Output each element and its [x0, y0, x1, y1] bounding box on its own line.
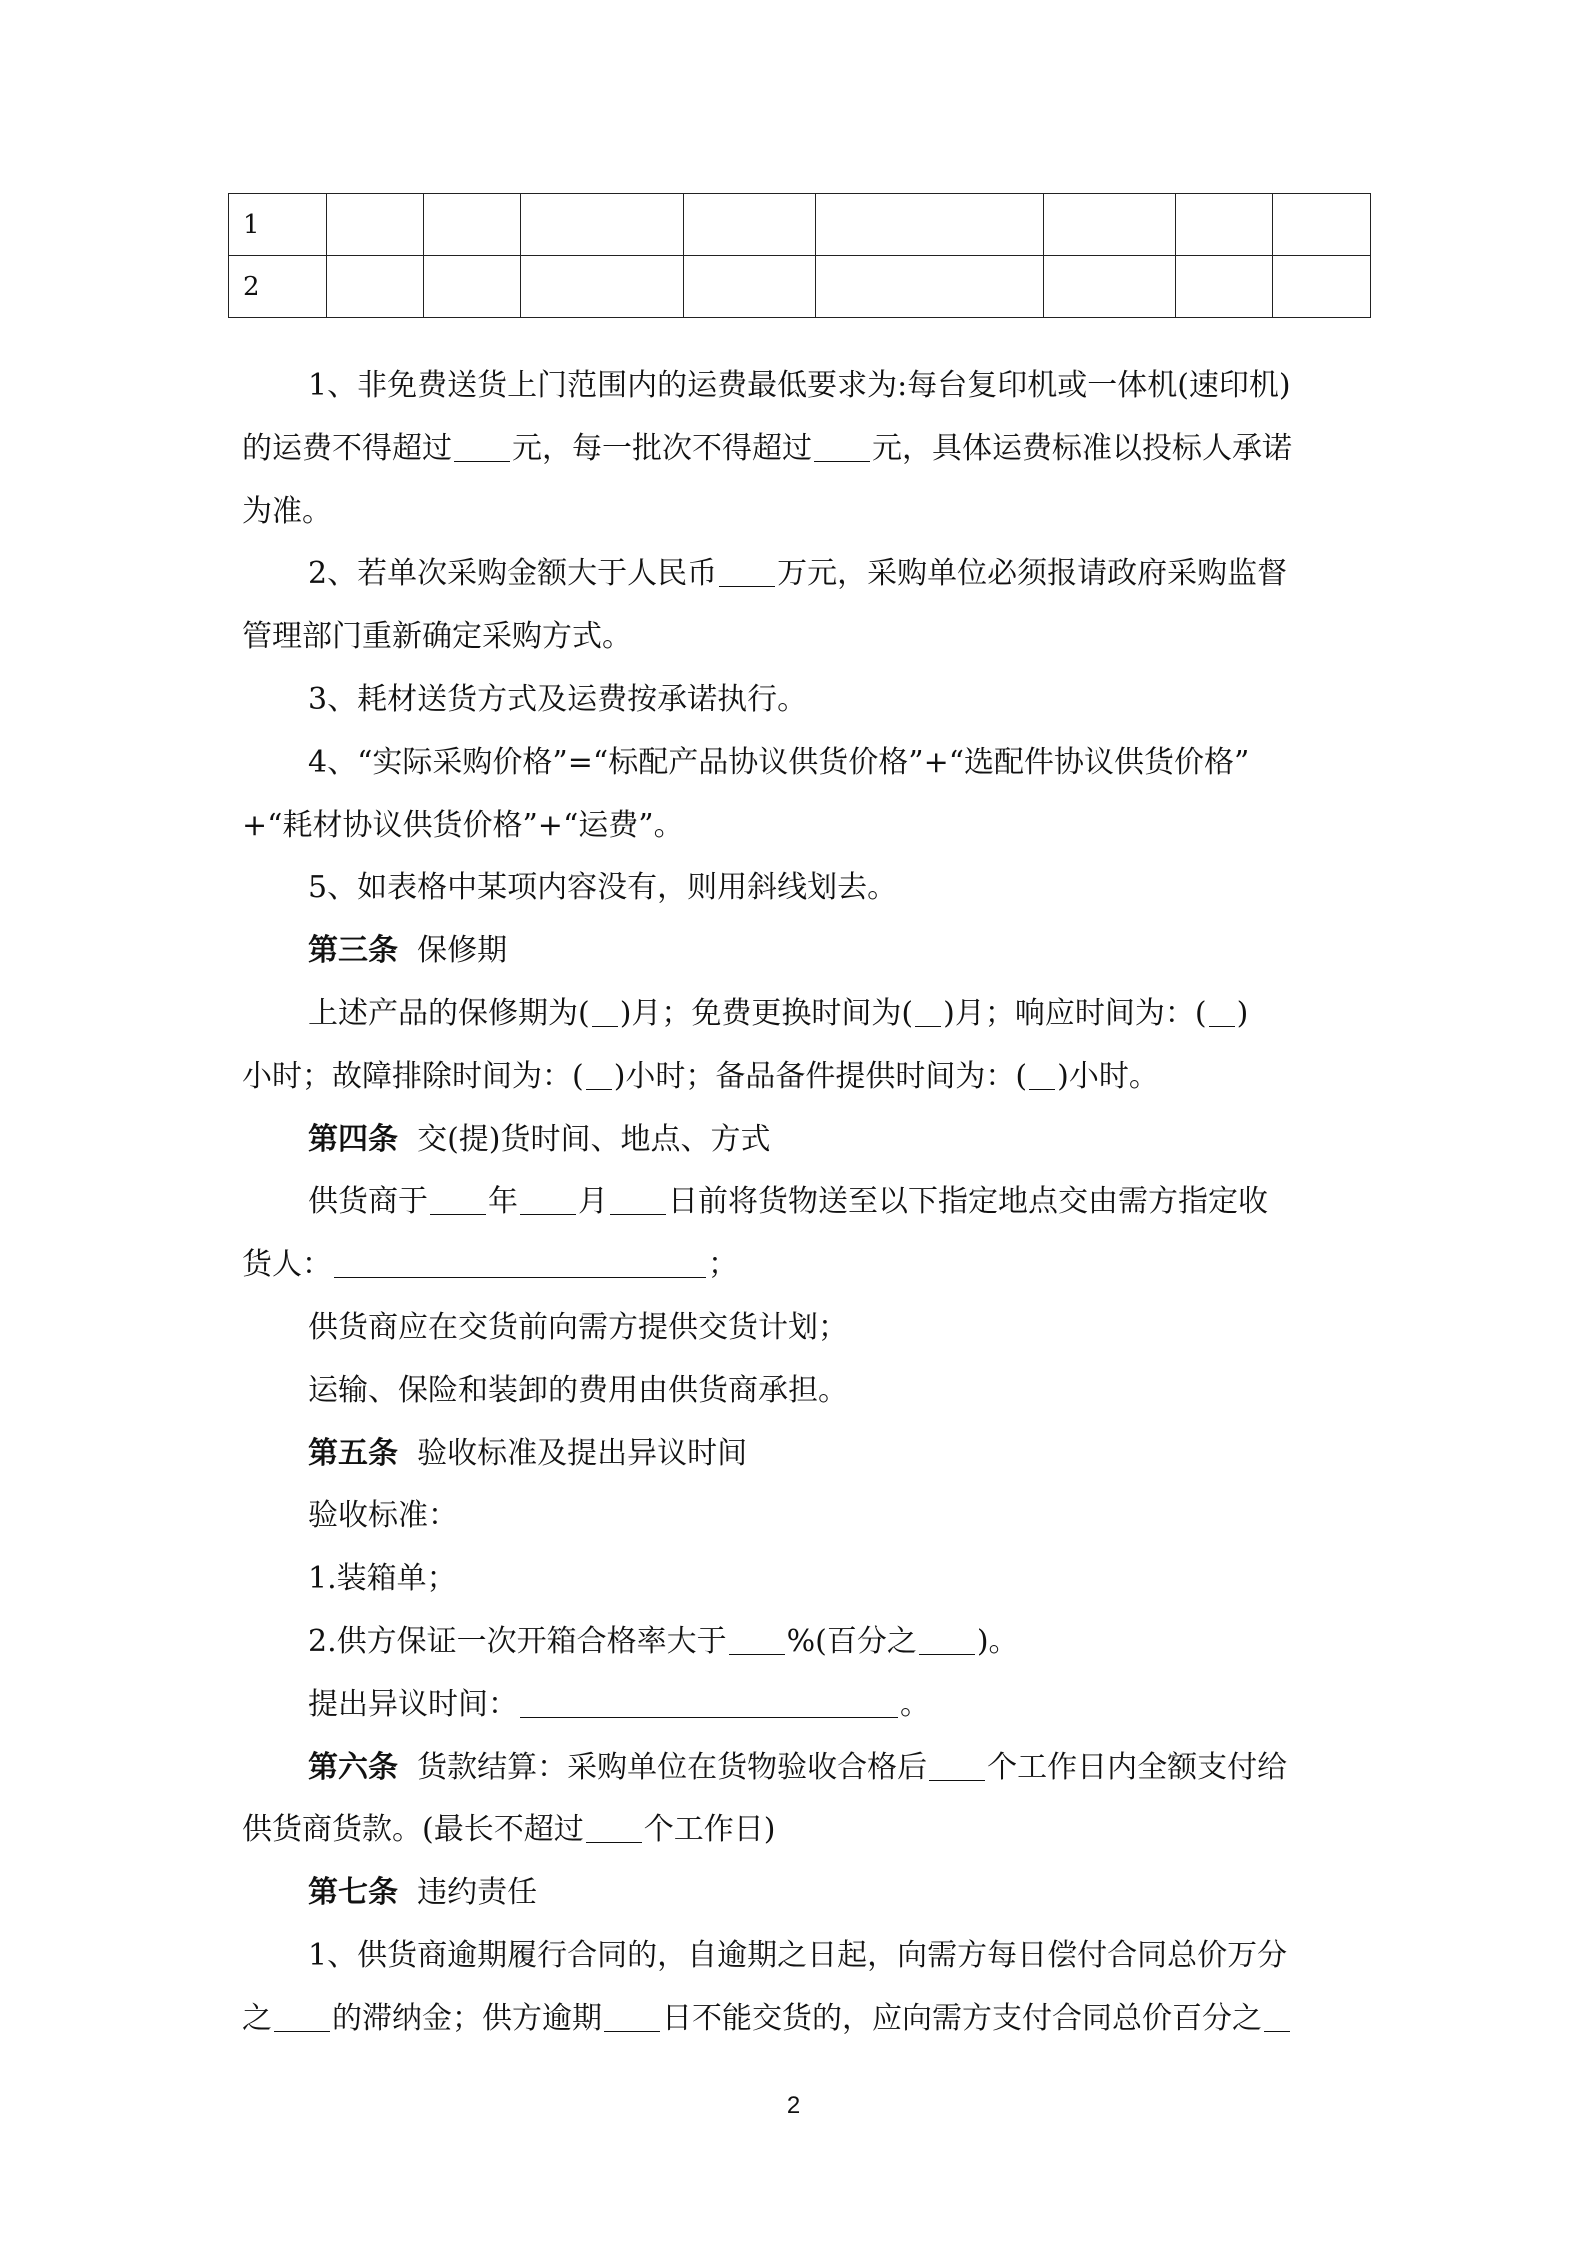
table-cell — [1044, 194, 1176, 256]
blank-field — [520, 1184, 576, 1215]
blank-field — [454, 431, 510, 462]
table-cell — [327, 194, 424, 256]
article-4-receiver: 货人： ； — [242, 1247, 738, 1283]
paragraph-strikeout: 5、如表格中某项内容没有，则用斜线划去。 — [308, 870, 898, 906]
blank-field — [334, 1247, 706, 1278]
table-cell — [684, 194, 816, 256]
table-cell — [1273, 256, 1371, 318]
article-6: 第六条 货款结算：采购单位在货物验收合格后 个工作日内全额支付给 — [308, 1749, 1288, 1785]
article-7-item-1-cont: 之 的滞纳金；供方逾期 日不能交货的，应向需方支付合同总价百分之 — [242, 1988, 1357, 2051]
blank-field — [729, 1624, 785, 1655]
table-cell — [521, 194, 684, 256]
blank-field — [1029, 1059, 1055, 1090]
table-cell — [1176, 194, 1273, 256]
article-3-body: 上述产品的保修期为( )月；免费更换时间为( )月；响应时间为：( ) — [308, 995, 1249, 1031]
blank-field — [814, 431, 870, 462]
blank-field — [919, 1624, 975, 1655]
article-4-heading: 第四条 交(提)货时间、地点、方式 — [308, 1121, 771, 1157]
table-row — [229, 256, 1371, 318]
article-3-body-cont: 小时；故障排除时间为：( )小时；备品备件提供时间为：( )小时。 — [242, 1058, 1159, 1094]
article-5-heading: 第五条 验收标准及提出异议时间 — [308, 1435, 748, 1471]
paragraph-price-formula: 4、“实际采购价格”=“标配产品协议供货价格”+“选配件协议供货价格” — [308, 744, 1250, 780]
table-cell — [327, 256, 424, 318]
product-table — [228, 193, 1371, 318]
article-4-date: 供货商于 年 月 日前将货物送至以下指定地点交由需方指定收 — [308, 1184, 1268, 1220]
article-4-plan: 供货商应在交货前向需方提供交货计划； — [308, 1309, 848, 1345]
article-5-objection: 提出异议时间： 。 — [308, 1686, 930, 1722]
article-6-cont: 供货商货款。(最长不超过 个工作日) — [242, 1812, 776, 1848]
article-3-heading: 第三条 保修期 — [308, 933, 508, 969]
blank-field — [915, 996, 941, 1027]
table-cell — [521, 256, 684, 318]
row-number: 1 — [229, 194, 327, 256]
table-cell — [684, 256, 816, 318]
blank-field — [430, 1184, 486, 1215]
blank-field — [274, 2001, 330, 2032]
blank-field — [586, 1059, 612, 1090]
article-5-item-2: 2.供方保证一次开箱合格率大于 %(百分之 )。 — [308, 1623, 1019, 1659]
page-number: 2 — [786, 2092, 801, 2119]
contract-body — [242, 355, 1357, 2051]
paragraph-threshold-cont: 管理部门重新确定采购方式。 — [242, 619, 632, 655]
table-cell — [1273, 194, 1371, 256]
blank-field — [610, 1184, 666, 1215]
table-row — [229, 194, 1371, 256]
blank-field — [586, 1812, 642, 1843]
article-5-standard: 验收标准： — [308, 1498, 458, 1534]
blank-field — [592, 996, 618, 1027]
article-7-item-1: 1、供货商逾期履行合同的，自逾期之日起，向需方每日偿付合同总价万分 — [308, 1937, 1288, 1973]
blank-field — [520, 1687, 898, 1718]
paragraph-freight-end: 为准。 — [242, 493, 332, 529]
paragraph-freight-cont: 的运费不得超过 元，每一批次不得超过 元，具体运费标准以投标人承诺 — [242, 430, 1292, 466]
paragraph-consumables: 3、耗材送货方式及运费按承诺执行。 — [308, 681, 808, 717]
blank-field — [1264, 2001, 1290, 2032]
article-7-heading: 第七条 违约责任 — [308, 1875, 538, 1911]
blank-field — [604, 2001, 660, 2032]
table-cell — [816, 194, 1044, 256]
blank-field — [929, 1750, 985, 1781]
blank-field — [719, 556, 775, 587]
table-cell — [424, 256, 521, 318]
table-cell — [1044, 256, 1176, 318]
paragraph-threshold: 2、若单次采购金额大于人民币 万元，采购单位必须报请政府采购监督 — [308, 556, 1288, 592]
table-cell — [424, 194, 521, 256]
table-cell — [1176, 256, 1273, 318]
article-5-item-1: 1.装箱单； — [308, 1561, 457, 1597]
paragraph-freight: 1、非免费送货上门范围内的运费最低要求为:每台复印机或一体机(速印机) — [308, 368, 1291, 403]
paragraph-price-formula-cont: +“耗材协议供货价格”+“运费”。 — [242, 807, 684, 843]
blank-field — [1209, 996, 1235, 1027]
table-cell — [816, 256, 1044, 318]
article-4-costs: 运输、保险和装卸的费用由供货商承担。 — [308, 1372, 848, 1408]
row-number: 2 — [229, 256, 327, 318]
